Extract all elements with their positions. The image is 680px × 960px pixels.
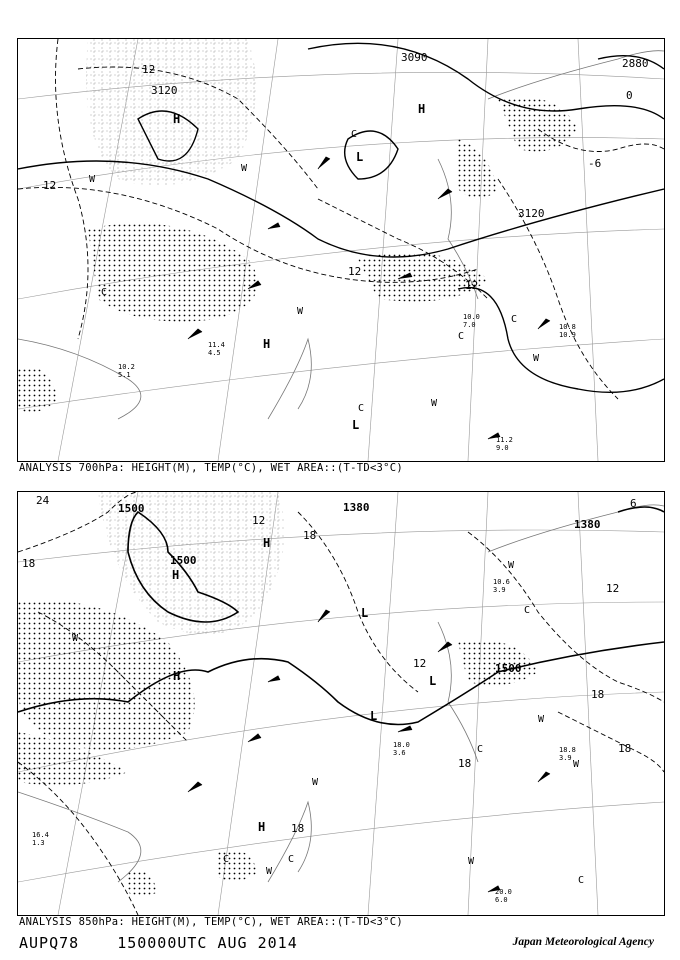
warm-marker: W [266, 866, 273, 877]
warm-marker: W [241, 163, 248, 174]
temp-label-18: 18 [618, 742, 632, 755]
center-low: L [361, 606, 369, 620]
height-label-2880: 2880 [622, 57, 649, 70]
cold-marker: C [578, 875, 585, 886]
temp-label-18: 18 [591, 688, 605, 701]
warm-marker: W [312, 777, 319, 788]
temp-label-12: 12 [413, 657, 427, 670]
agency-credit: Japan Meteorological Agency [512, 936, 654, 948]
height-label-3120-east: 3120 [518, 207, 545, 220]
center-high: H [172, 568, 180, 582]
center-low: L [352, 418, 360, 432]
bulletin-header [19, 934, 336, 952]
temp-label-minus6: -6 [588, 157, 602, 170]
station-plot: 11.4 4.5 [208, 341, 225, 357]
station-plot: 16.4 1.3 [32, 831, 49, 847]
station-plot: 10.8 10.9 [559, 323, 576, 339]
map-panel-850hpa [17, 491, 665, 916]
center-high: H [263, 536, 271, 550]
center-high: H [263, 337, 271, 351]
height-label-3120: 3120 [151, 84, 178, 97]
temp-label-12-nw: 12 [142, 63, 156, 76]
station-plot: 20.0 6.0 [495, 888, 512, 904]
temp-label-24: 24 [36, 494, 50, 507]
warm-marker: W [508, 560, 515, 571]
cold-marker: C [223, 854, 230, 865]
station-plot: 18.8 3.9 [559, 746, 576, 762]
height-label-1500: 1500 [170, 554, 197, 567]
warm-marker: W [297, 306, 304, 317]
center-low: L [356, 150, 364, 164]
cold-marker: C [101, 287, 108, 298]
center-low: L [429, 674, 437, 688]
warm-marker: W [538, 714, 545, 725]
center-high: H [418, 102, 426, 116]
cold-marker: C [458, 331, 465, 342]
caption-700hpa: ANALYSIS 700hPa: HEIGHT(M), TEMP(°C), WET AREA::(T-TD<3°C) [19, 462, 404, 474]
warm-marker: W [533, 353, 540, 364]
chart-id: AUPQ78 [19, 934, 80, 952]
station-plot: 10.0 7.0 [463, 313, 480, 329]
cold-marker: C [524, 605, 531, 616]
warm-marker: W [431, 398, 438, 409]
height-label-3090: 3090 [401, 51, 428, 64]
temp-label-12-e: 12 [465, 279, 479, 292]
temp-label-18: 18 [303, 529, 317, 542]
temp-label-6: 6 [630, 497, 637, 510]
height-label-1380: 1380 [343, 501, 370, 514]
temp-label-18: 18 [22, 557, 36, 570]
station-plot: 18.0 3.6 [393, 741, 410, 757]
station-plot: 10.6 3.9 [493, 578, 510, 594]
map-700hpa-svg [18, 39, 664, 461]
warm-marker: W [573, 759, 580, 770]
temp-label-12: 12 [252, 514, 266, 527]
center-low: L [370, 709, 378, 723]
wet-areas [18, 600, 538, 897]
cold-marker: C [358, 403, 365, 414]
warm-marker: W [468, 856, 475, 867]
height-label-1500: 1500 [495, 662, 522, 675]
warm-marker: W [89, 174, 96, 185]
station-plot: 11.2 9.0 [496, 436, 513, 452]
cold-marker: C [288, 854, 295, 865]
cold-marker: C [511, 314, 518, 325]
temp-label-18: 18 [291, 822, 305, 835]
station-plot: 10.2 5.1 [118, 363, 135, 379]
warm-marker: W [72, 633, 79, 644]
map-panel-700hpa [17, 38, 665, 462]
temp-label-12-w: 12 [43, 179, 57, 192]
caption-850hpa: ANALYSIS 850hPa: HEIGHT(M), TEMP(°C), WET AREA::(T-TD<3°C) [19, 916, 404, 928]
valid-datetime: 150000UTC AUG 2014 [117, 934, 298, 952]
temp-label-12-c: 12 [348, 265, 362, 278]
height-label-1380: 1380 [574, 518, 601, 531]
cold-marker: C [477, 744, 484, 755]
center-high: H [173, 112, 181, 126]
temp-label-0: 0 [626, 89, 633, 102]
height-label-1500: 1500 [118, 502, 145, 515]
cold-marker: C [351, 129, 358, 140]
map-850hpa-svg [18, 492, 664, 915]
center-high: H [173, 669, 181, 683]
temp-label-12: 12 [606, 582, 620, 595]
temp-label-18: 18 [458, 757, 472, 770]
center-high: H [258, 820, 266, 834]
